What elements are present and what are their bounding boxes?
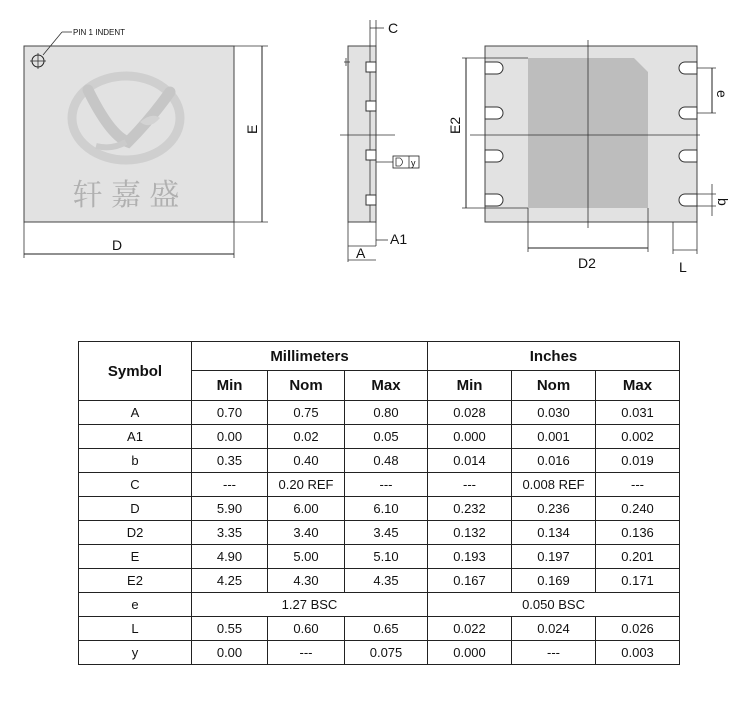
value-cell: 0.024: [512, 617, 596, 641]
value-cell: 0.197: [512, 545, 596, 569]
table-row: [79, 401, 680, 425]
value-cell: 0.70: [192, 401, 268, 425]
pin1-label: PIN 1 INDENT: [73, 28, 126, 37]
bottom-view: [447, 40, 731, 275]
value-cell: 3.40: [268, 521, 345, 545]
package-drawing: [0, 0, 750, 300]
value-cell: 0.050 BSC: [428, 593, 680, 617]
table-row: [79, 593, 680, 617]
value-cell: 0.05: [345, 425, 428, 449]
table-row: [79, 449, 680, 473]
symbol-cell: E2: [79, 569, 192, 593]
in-max-header: Max: [596, 371, 680, 401]
label-c: C: [388, 20, 399, 36]
value-cell: 6.10: [345, 497, 428, 521]
table-row: [79, 545, 680, 569]
mm-min-header: Min: [192, 371, 268, 401]
value-cell: 0.232: [428, 497, 512, 521]
value-cell: 0.019: [596, 449, 680, 473]
value-cell: 0.030: [512, 401, 596, 425]
value-cell: 0.134: [512, 521, 596, 545]
mm-nom-header: Nom: [268, 371, 345, 401]
value-cell: 0.240: [596, 497, 680, 521]
value-cell: 0.02: [268, 425, 345, 449]
symbol-cell: A1: [79, 425, 192, 449]
label-l: L: [679, 259, 687, 275]
symbol-cell: b: [79, 449, 192, 473]
label-b: b: [715, 198, 731, 206]
value-cell: 0.022: [428, 617, 512, 641]
value-cell: 0.00: [192, 641, 268, 665]
value-cell: 5.10: [345, 545, 428, 569]
value-cell: 0.028: [428, 401, 512, 425]
value-cell: 0.001: [512, 425, 596, 449]
value-cell: 0.169: [512, 569, 596, 593]
value-cell: ---: [428, 473, 512, 497]
value-cell: 1.27 BSC: [192, 593, 428, 617]
table-row: [79, 425, 680, 449]
top-view: [24, 28, 268, 258]
value-cell: 0.60: [268, 617, 345, 641]
value-cell: 0.136: [596, 521, 680, 545]
label-e-pitch: e: [714, 90, 730, 98]
in-min-header: Min: [428, 371, 512, 401]
table-row: [79, 521, 680, 545]
symbol-cell: C: [79, 473, 192, 497]
value-cell: 0.55: [192, 617, 268, 641]
watermark-text: 轩 嘉 盛: [72, 179, 180, 212]
symbol-cell: L: [79, 617, 192, 641]
table-row: [79, 473, 680, 497]
value-cell: 5.90: [192, 497, 268, 521]
in-nom-header: Nom: [512, 371, 596, 401]
value-cell: 0.80: [345, 401, 428, 425]
value-cell: 0.167: [428, 569, 512, 593]
value-cell: 0.193: [428, 545, 512, 569]
symbol-cell: D2: [79, 521, 192, 545]
value-cell: 0.000: [428, 425, 512, 449]
value-cell: ---: [345, 473, 428, 497]
label-y: y: [411, 158, 416, 168]
value-cell: 0.002: [596, 425, 680, 449]
value-cell: 0.35: [192, 449, 268, 473]
value-cell: 0.031: [596, 401, 680, 425]
value-cell: 4.30: [268, 569, 345, 593]
value-cell: 0.48: [345, 449, 428, 473]
symbol-cell: y: [79, 641, 192, 665]
value-cell: 0.171: [596, 569, 680, 593]
value-cell: 4.35: [345, 569, 428, 593]
value-cell: 0.003: [596, 641, 680, 665]
value-cell: ---: [512, 641, 596, 665]
label-e-dim: E: [244, 124, 260, 134]
label-a1: A1: [390, 231, 408, 247]
value-cell: 0.75: [268, 401, 345, 425]
symbol-cell: E: [79, 545, 192, 569]
value-cell: 0.026: [596, 617, 680, 641]
symbol-cell: A: [79, 401, 192, 425]
table-row: [79, 641, 680, 665]
value-cell: 3.45: [345, 521, 428, 545]
symbol-cell: D: [79, 497, 192, 521]
value-cell: 0.40: [268, 449, 345, 473]
table-row: [79, 497, 680, 521]
value-cell: 0.201: [596, 545, 680, 569]
value-cell: 0.075: [345, 641, 428, 665]
symbol-cell: e: [79, 593, 192, 617]
value-cell: 0.132: [428, 521, 512, 545]
inches-header: Inches: [428, 342, 680, 371]
label-e2: E2: [447, 116, 463, 134]
value-cell: 6.00: [268, 497, 345, 521]
table-row: [79, 617, 680, 641]
label-a: A: [356, 245, 366, 261]
value-cell: 0.014: [428, 449, 512, 473]
label-d-dim: D: [112, 237, 123, 253]
dimension-table: [78, 341, 680, 665]
value-cell: ---: [596, 473, 680, 497]
symbol-header: Symbol: [79, 342, 192, 401]
value-cell: 5.00: [268, 545, 345, 569]
mm-max-header: Max: [345, 371, 428, 401]
value-cell: 3.35: [192, 521, 268, 545]
table-row: [79, 569, 680, 593]
value-cell: 0.000: [428, 641, 512, 665]
value-cell: 0.00: [192, 425, 268, 449]
value-cell: 0.008 REF: [512, 473, 596, 497]
label-d2: D2: [578, 255, 596, 271]
side-view: [340, 20, 419, 262]
value-cell: ---: [268, 641, 345, 665]
value-cell: 0.65: [345, 617, 428, 641]
millimeters-header: Millimeters: [192, 342, 428, 371]
value-cell: ---: [192, 473, 268, 497]
value-cell: 0.20 REF: [268, 473, 345, 497]
value-cell: 0.236: [512, 497, 596, 521]
value-cell: 4.90: [192, 545, 268, 569]
value-cell: 4.25: [192, 569, 268, 593]
value-cell: 0.016: [512, 449, 596, 473]
